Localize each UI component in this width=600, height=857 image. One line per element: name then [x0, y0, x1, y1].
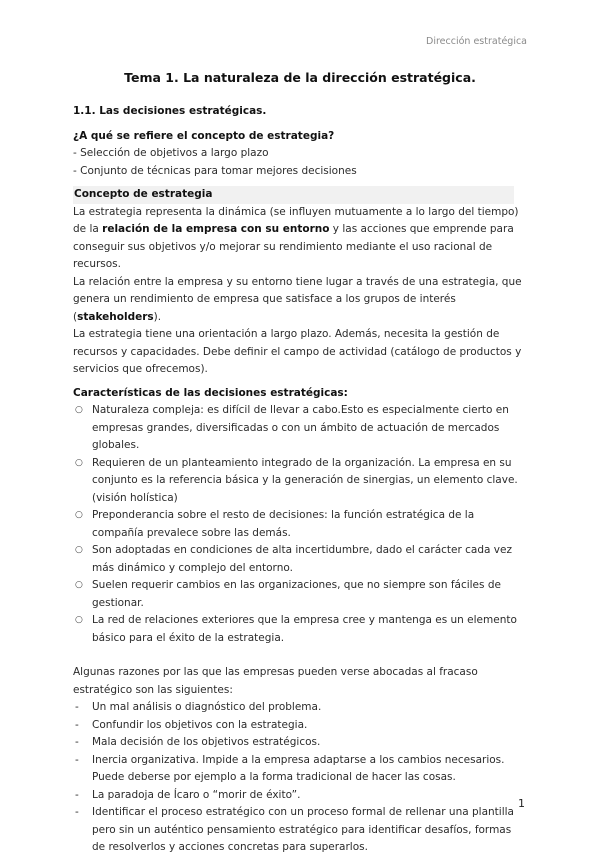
- list-item: ○ Requieren de un planteamiento integrado de la organización. La empresa en su conjunto es la referencia básica y la generación de sinergias, un elemento clave. (visión holística): [75, 456, 518, 504]
- list-item: ○ Suelen requerir cambios en las organizaciones, que no siempre son fáciles de gestionar.: [75, 579, 501, 609]
- spacer: [73, 647, 525, 664]
- circle-bullet-icon: ○: [75, 615, 83, 625]
- list-item: - Inercia organizativa. Impide a la empresa adaptarse a los cambios necesarios. Puede deberse por ejemplo a la forma tradicional de hacer las cosas.: [75, 753, 505, 783]
- circle-bullet-icon: ○: [75, 580, 83, 590]
- dash-bullet-icon: -: [75, 718, 79, 731]
- bold-phrase: stakeholders: [77, 310, 154, 323]
- concept-line: - Conjunto de técnicas para tomar mejores decisiones: [73, 164, 357, 177]
- circle-bullet-icon: ○: [75, 405, 83, 415]
- concept-heading: Concepto de estrategia: [73, 186, 514, 204]
- list-item: - Mala decisión de los objetivos estratégicos.: [73, 734, 525, 752]
- running-header: Dirección estratégica: [426, 36, 527, 47]
- list-item: ○ La red de relaciones exteriores que la empresa cree y mantenga es un elemento básico para el éxito de la estrategia.: [75, 614, 517, 644]
- dash-bullet-icon: -: [75, 736, 79, 748]
- failure-list: [73, 699, 525, 857]
- page-number: 1: [518, 797, 525, 810]
- dash-bullet-icon: -: [75, 701, 79, 713]
- failure-intro: Algunas razones por las que las empresas pueden verse abocadas al fracaso estratégico son las siguientes:: [73, 666, 478, 696]
- section-heading: 1.1. Las decisiones estratégicas.: [73, 105, 267, 117]
- paragraph-1: La estrategia representa la dinámica (se influyen mutuamente a lo largo del tiempo) de la relación de la empresa con su entorno y las acciones que emprende para conseguir sus objetivos y/o mejorar su rendimiento mediante el uso racional de recursos.: [73, 205, 519, 270]
- dash-bullet-icon: -: [75, 788, 79, 801]
- question-heading: ¿A qué se refiere el concepto de estrategia?: [73, 129, 335, 142]
- circle-bullet-icon: ○: [75, 510, 83, 520]
- list-item: - Confundir los objetivos con la estrategia.: [73, 717, 525, 735]
- list-item: - Un mal análisis o diagnóstico del problema.: [73, 699, 525, 717]
- characteristics-list: [73, 402, 525, 647]
- page-title: Tema 1. La naturaleza de la dirección estratégica.: [124, 70, 476, 85]
- list-item: ○ Son adoptadas en condiciones de alta incertidumbre, dado el carácter cada vez más dinámico y complejo del entorno.: [75, 544, 512, 574]
- list-item: - Identificar el proceso estratégico con un proceso formal de rellenar una plantilla pero sin un auténtico pensamiento estratégico para identificar desafíos, formas de resolverlos y acciones concretas para superarlos.: [75, 806, 514, 853]
- dash-bullet-icon: -: [75, 753, 79, 766]
- circle-bullet-icon: ○: [75, 457, 83, 468]
- list-item: - La paradoja de Ícaro o “morir de éxito”.: [73, 787, 525, 805]
- dash-bullet-icon: -: [75, 806, 79, 818]
- concept-line: - Selección de objetivos a largo plazo: [73, 147, 269, 159]
- content-body: [73, 103, 525, 857]
- list-item: ○ Naturaleza compleja: es difícil de llevar a cabo.Esto es especialmente cierto en empresas grandes, diversificadas o con un ámbito de actuación de mercados globales.: [75, 404, 509, 451]
- characteristics-heading: Características de las decisiones estratégicas:: [73, 386, 348, 399]
- bold-phrase: relación de la empresa con su entorno: [102, 223, 330, 235]
- circle-bullet-icon: ○: [75, 545, 83, 555]
- paragraph-2: La relación entre la empresa y su entorno tiene lugar a través de una estrategia, que genera un rendimiento de empresa que satisface a los grupos de interés (stakeholders).: [73, 275, 522, 323]
- paragraph-3: La estrategia tiene una orientación a largo plazo. Además, necesita la gestión de recursos y capacidades. Debe definir el campo de actividad (catálogo de productos y servicios que ofrecemos).: [73, 328, 522, 375]
- list-item: ○ Preponderancia sobre el resto de decisiones: la función estratégica de la compañía prevalece sobre las demás.: [75, 509, 475, 539]
